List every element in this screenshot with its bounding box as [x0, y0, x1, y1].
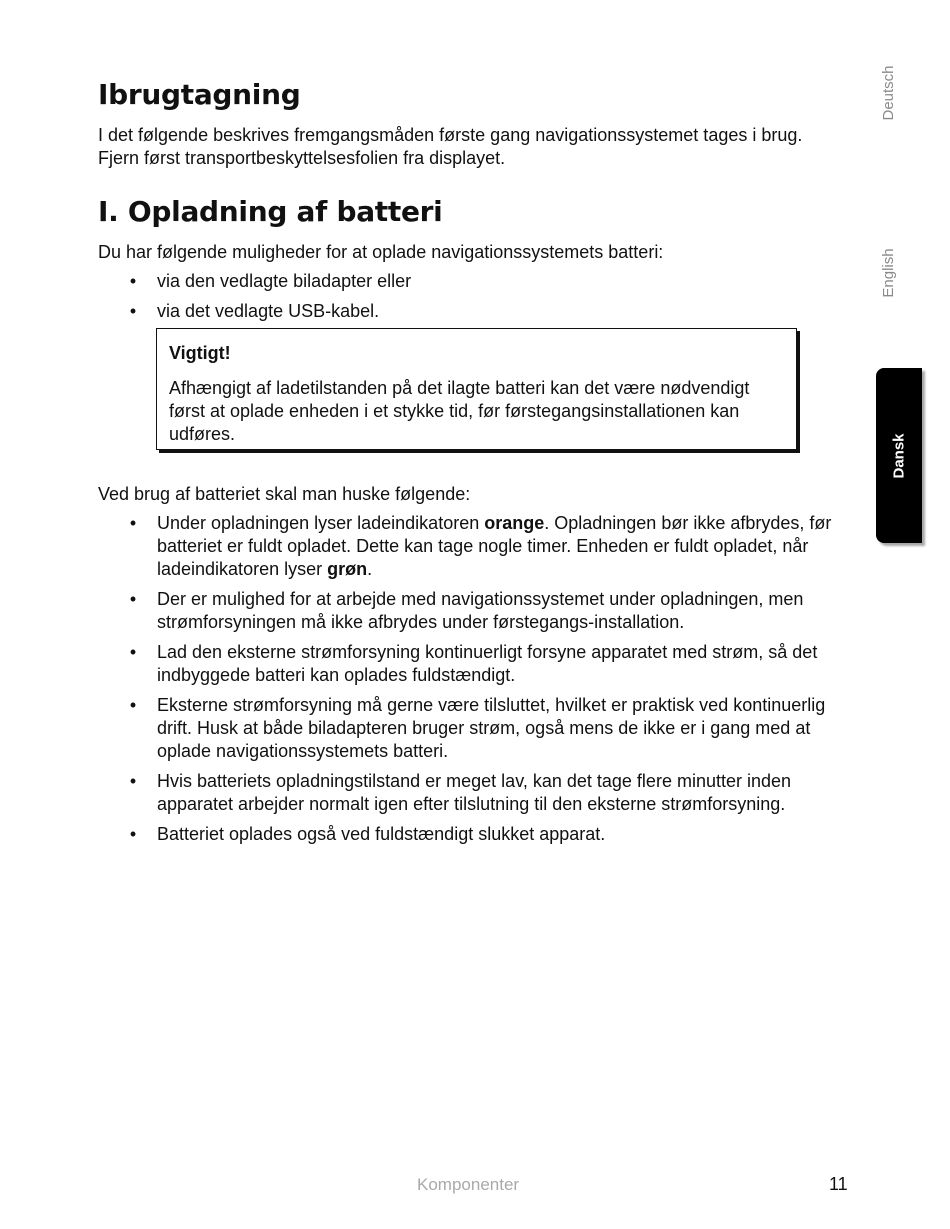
language-tab-deutsch[interactable]: Deutsch [880, 65, 897, 121]
list-item-text: Batteriet oplades også ved fuldstændigt slukket apparat. [157, 824, 606, 844]
list-item-text: via det vedlagte USB-kabel. [157, 301, 380, 321]
list-item [98, 588, 850, 634]
bullet: • [129, 271, 137, 291]
list-item [98, 512, 850, 581]
list-item [98, 300, 850, 323]
language-tab-dansk-label: Dansk [890, 432, 908, 479]
subsection-title: I. Opladning af batteri [98, 195, 443, 228]
list-item [98, 823, 850, 846]
intro-line: Fjern først transportbeskyttelsesfolien fra displayet. [98, 148, 506, 168]
charging-options-list [98, 270, 850, 323]
important-note-box [156, 328, 797, 450]
bullet: • [129, 513, 137, 533]
list-item [98, 694, 850, 763]
indicator-color-green: grøn [327, 559, 368, 579]
list-item-text: Hvis batteriets opladningstilstand er meget lav, kan det tage flere minutter inden apparatet arbejder normalt igen efter tilslutning til den eksterne strømforsyning. [157, 771, 792, 814]
section-title: Ibrugtagning [98, 78, 301, 111]
list-item [98, 770, 850, 816]
bullet: • [129, 589, 137, 609]
list-item-text: Eksterne strømforsyning må gerne være tilsluttet, hvilket er praktisk ved kontinuerlig drift. Husk at både biladapteren bruger strøm, også mens de ikke er i gang med at oplade navigationssystemets batteri. [157, 695, 826, 761]
note-title: Vigtigt! [169, 343, 231, 363]
section-intro [98, 124, 843, 170]
list-item-text: via den vedlagte biladapter eller [157, 271, 412, 291]
bullet: • [129, 695, 137, 715]
bullet: • [129, 642, 137, 662]
list-item [98, 641, 850, 687]
charging-lead: Du har følgende muligheder for at oplade navigationssystemets batteri: [98, 242, 664, 262]
language-tab-dansk[interactable] [876, 368, 922, 543]
indicator-color-orange: orange [484, 513, 545, 533]
list-item-text: Der er mulighed for at arbejde med navigationssystemet under opladningen, men strømforsyningen må ikke afbrydes under førstegangs-installation. [157, 589, 804, 632]
bullet: • [129, 824, 137, 844]
bullet: • [129, 771, 137, 791]
battery-lead: Ved brug af batteriet skal man huske følgende: [98, 484, 471, 504]
intro-line: I det følgende beskrives fremgangsmåden første gang navigationssystemet tages i brug. [98, 125, 803, 145]
bullet: • [129, 301, 137, 321]
footer-chapter-label: Komponenter [417, 1175, 520, 1194]
list-item-text: Under opladningen lyser ladeindikatoren orange. Opladningen bør ikke afbrydes, før batteriet er fuldt opladet. Dette kan tage nogle timer. Enheden er fuldt opladet, når ladeindikatoren lyser grøn. [157, 513, 832, 579]
battery-tips-list [98, 512, 850, 846]
language-tab-english[interactable]: English [880, 248, 897, 298]
list-item [98, 270, 850, 293]
note-text: Afhængigt af ladetilstanden på det ilagte batteri kan det være nødvendigt først at oplade enheden i et stykke tid, før førstegangsinstallationen kan udføres. [169, 378, 750, 444]
page-number: 11 [829, 1174, 848, 1194]
list-item-text: Lad den eksterne strømforsyning kontinuerligt forsyne apparatet med strøm, så det indbyggede batteri kan oplades fuldstændigt. [157, 642, 818, 685]
